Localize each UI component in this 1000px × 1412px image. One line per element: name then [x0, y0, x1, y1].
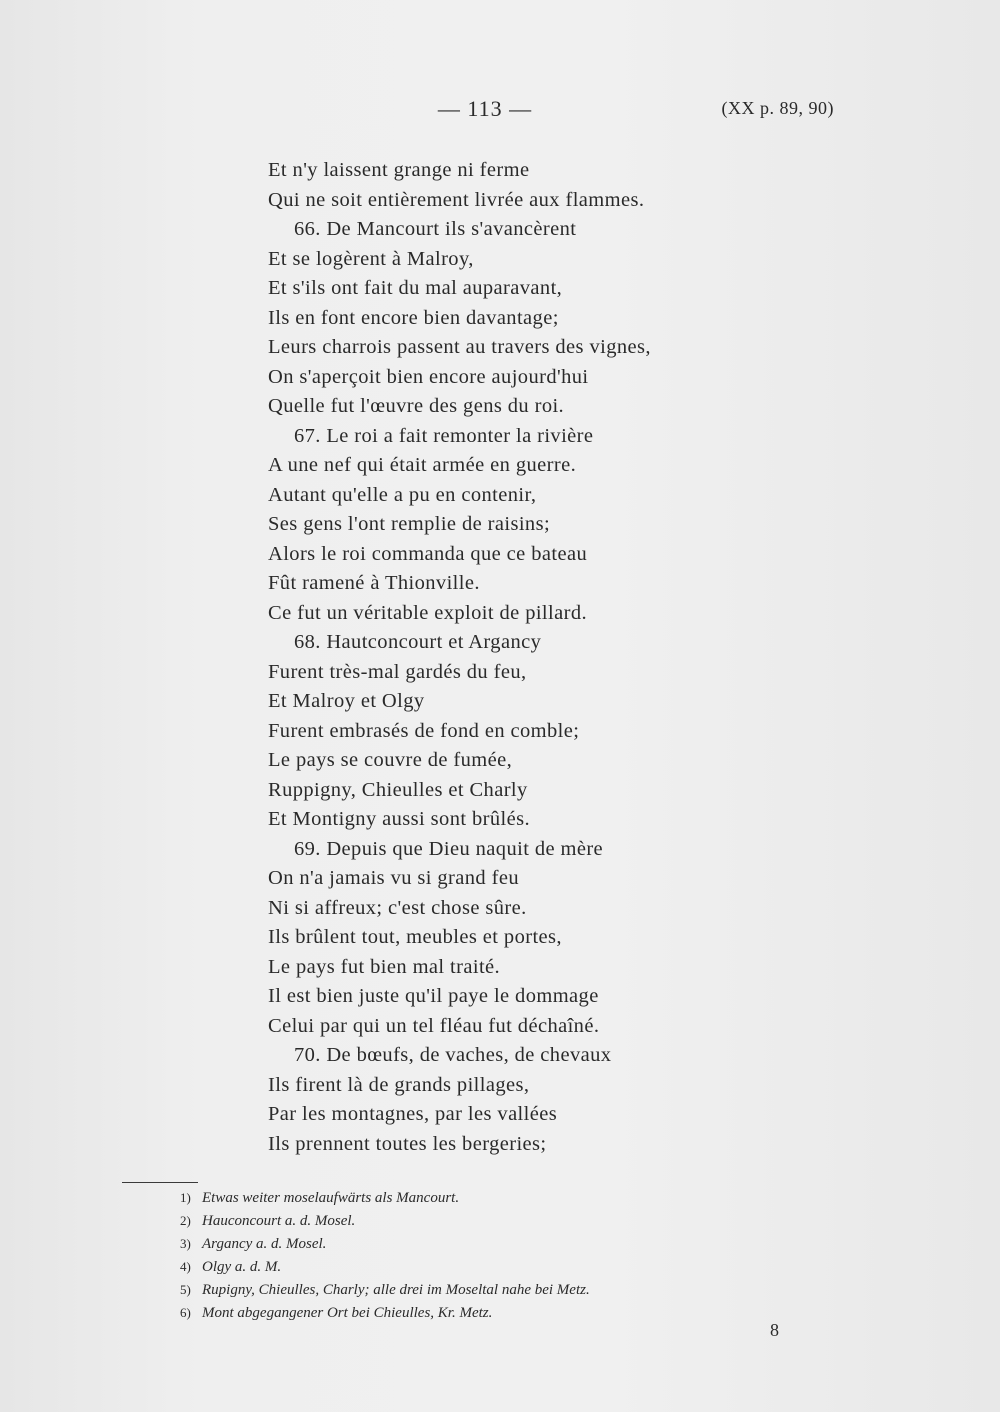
footnote-text: Rupigny, Chieulles, Charly; alle drei im Moseltal nahe bei Metz. — [202, 1282, 590, 1298]
footnotes — [180, 1186, 800, 1324]
poem-line: Ils en font encore bien davantage; — [268, 306, 559, 329]
poem-line: Le pays fut bien mal traité. — [268, 955, 501, 978]
footnote-number: 6) — [180, 1305, 191, 1320]
footnote-text: Argancy a. d. Mosel. — [202, 1236, 327, 1252]
footnote — [180, 1209, 800, 1232]
footnote — [180, 1301, 800, 1324]
poem-line: 66. De Mancourt ils s'avancèrent — [294, 218, 577, 240]
poem-line: Le pays se couvre de fumée, — [268, 749, 513, 771]
poem-line: Et Montigny aussi sont brûlés. — [268, 808, 530, 830]
poem-line: Ruppigny, Chieulles et Charly — [268, 778, 528, 801]
poem-line: Ce fut un véritable exploit de pillard. — [268, 601, 588, 624]
signature-mark: 8 — [770, 1320, 779, 1340]
poem-line: Et s'ils ont fait du mal auparavant, — [268, 277, 563, 299]
footnote — [180, 1255, 800, 1278]
poem-line: Et se logèrent à Malroy, — [268, 247, 474, 270]
poem-line: Furent très-mal gardés du feu, — [268, 660, 527, 683]
footnote — [180, 1232, 800, 1255]
poem-line: Qui ne soit entièrement livrée aux flammes. — [268, 188, 645, 211]
poem-text — [268, 156, 788, 1159]
poem-line: A une nef qui était armée en guerre. — [268, 454, 577, 476]
poem-line: 70. De bœufs, de vaches, de chevaux — [294, 1044, 612, 1066]
page-number: — 113 — — [437, 96, 533, 121]
footnote — [180, 1186, 800, 1209]
poem-line: On n'a jamais vu si grand feu — [268, 867, 519, 889]
poem-line: 68. Hautconcourt et Argancy — [294, 631, 542, 653]
footnote-number: 4) — [180, 1259, 191, 1274]
poem-line: Ni si affreux; c'est chose sûre. — [268, 896, 527, 919]
poem-line: Ils firent là de grands pillages, — [268, 1073, 530, 1096]
poem-line: Ils brûlent tout, meubles et portes, — [268, 926, 562, 948]
poem-line: Quelle fut l'œuvre des gens du roi. — [268, 395, 565, 417]
poem-line: Fût ramené à Thionville. — [268, 572, 480, 594]
poem-line: 69. Depuis que Dieu naquit de mère — [294, 837, 604, 860]
footnote-text: Hauconcourt a. d. Mosel. — [202, 1213, 356, 1229]
poem-line: Furent embrasés de fond en comble; — [268, 719, 580, 742]
poem-line: Leurs charrois passent au travers des vignes, — [268, 336, 651, 358]
footnote-number: 3) — [180, 1236, 191, 1251]
poem-line: Il est bien juste qu'il paye le dommage — [268, 985, 599, 1007]
poem-line: Ils prennent toutes les bergeries; — [268, 1132, 547, 1155]
poem-line: Celui par qui un tel fléau fut déchaîné. — [268, 1014, 600, 1037]
footnote-number: 1) — [180, 1190, 191, 1205]
footnote-number: 5) — [180, 1282, 191, 1297]
footnote-number: 2) — [180, 1213, 191, 1228]
poem-line: Alors le roi commanda que ce bateau — [268, 542, 588, 565]
footnote-text: Etwas weiter moselaufwärts als Mancourt. — [202, 1190, 460, 1206]
footnote-rule — [122, 1182, 198, 1183]
poem-line: Autant qu'elle a pu en contenir, — [268, 483, 537, 506]
poem-line: On s'aperçoit bien encore aujourd'hui — [268, 365, 589, 388]
footnote — [180, 1278, 800, 1301]
poem-line: Par les montagnes, par les vallées — [268, 1103, 558, 1125]
page-reference: (XX p. 89, 90) — [721, 98, 834, 118]
poem-line: Et Malroy et Olgy — [268, 690, 425, 712]
poem-line: Et n'y laissent grange ni ferme — [268, 159, 530, 181]
poem-line: 67. Le roi a fait remonter la rivière — [294, 424, 594, 447]
footnote-text: Olgy a. d. M. — [202, 1259, 282, 1275]
poem-line: Ses gens l'ont remplie de raisins; — [268, 513, 551, 535]
footnote-text: Mont abgegangener Ort bei Chieulles, Kr. Metz. — [202, 1305, 493, 1321]
